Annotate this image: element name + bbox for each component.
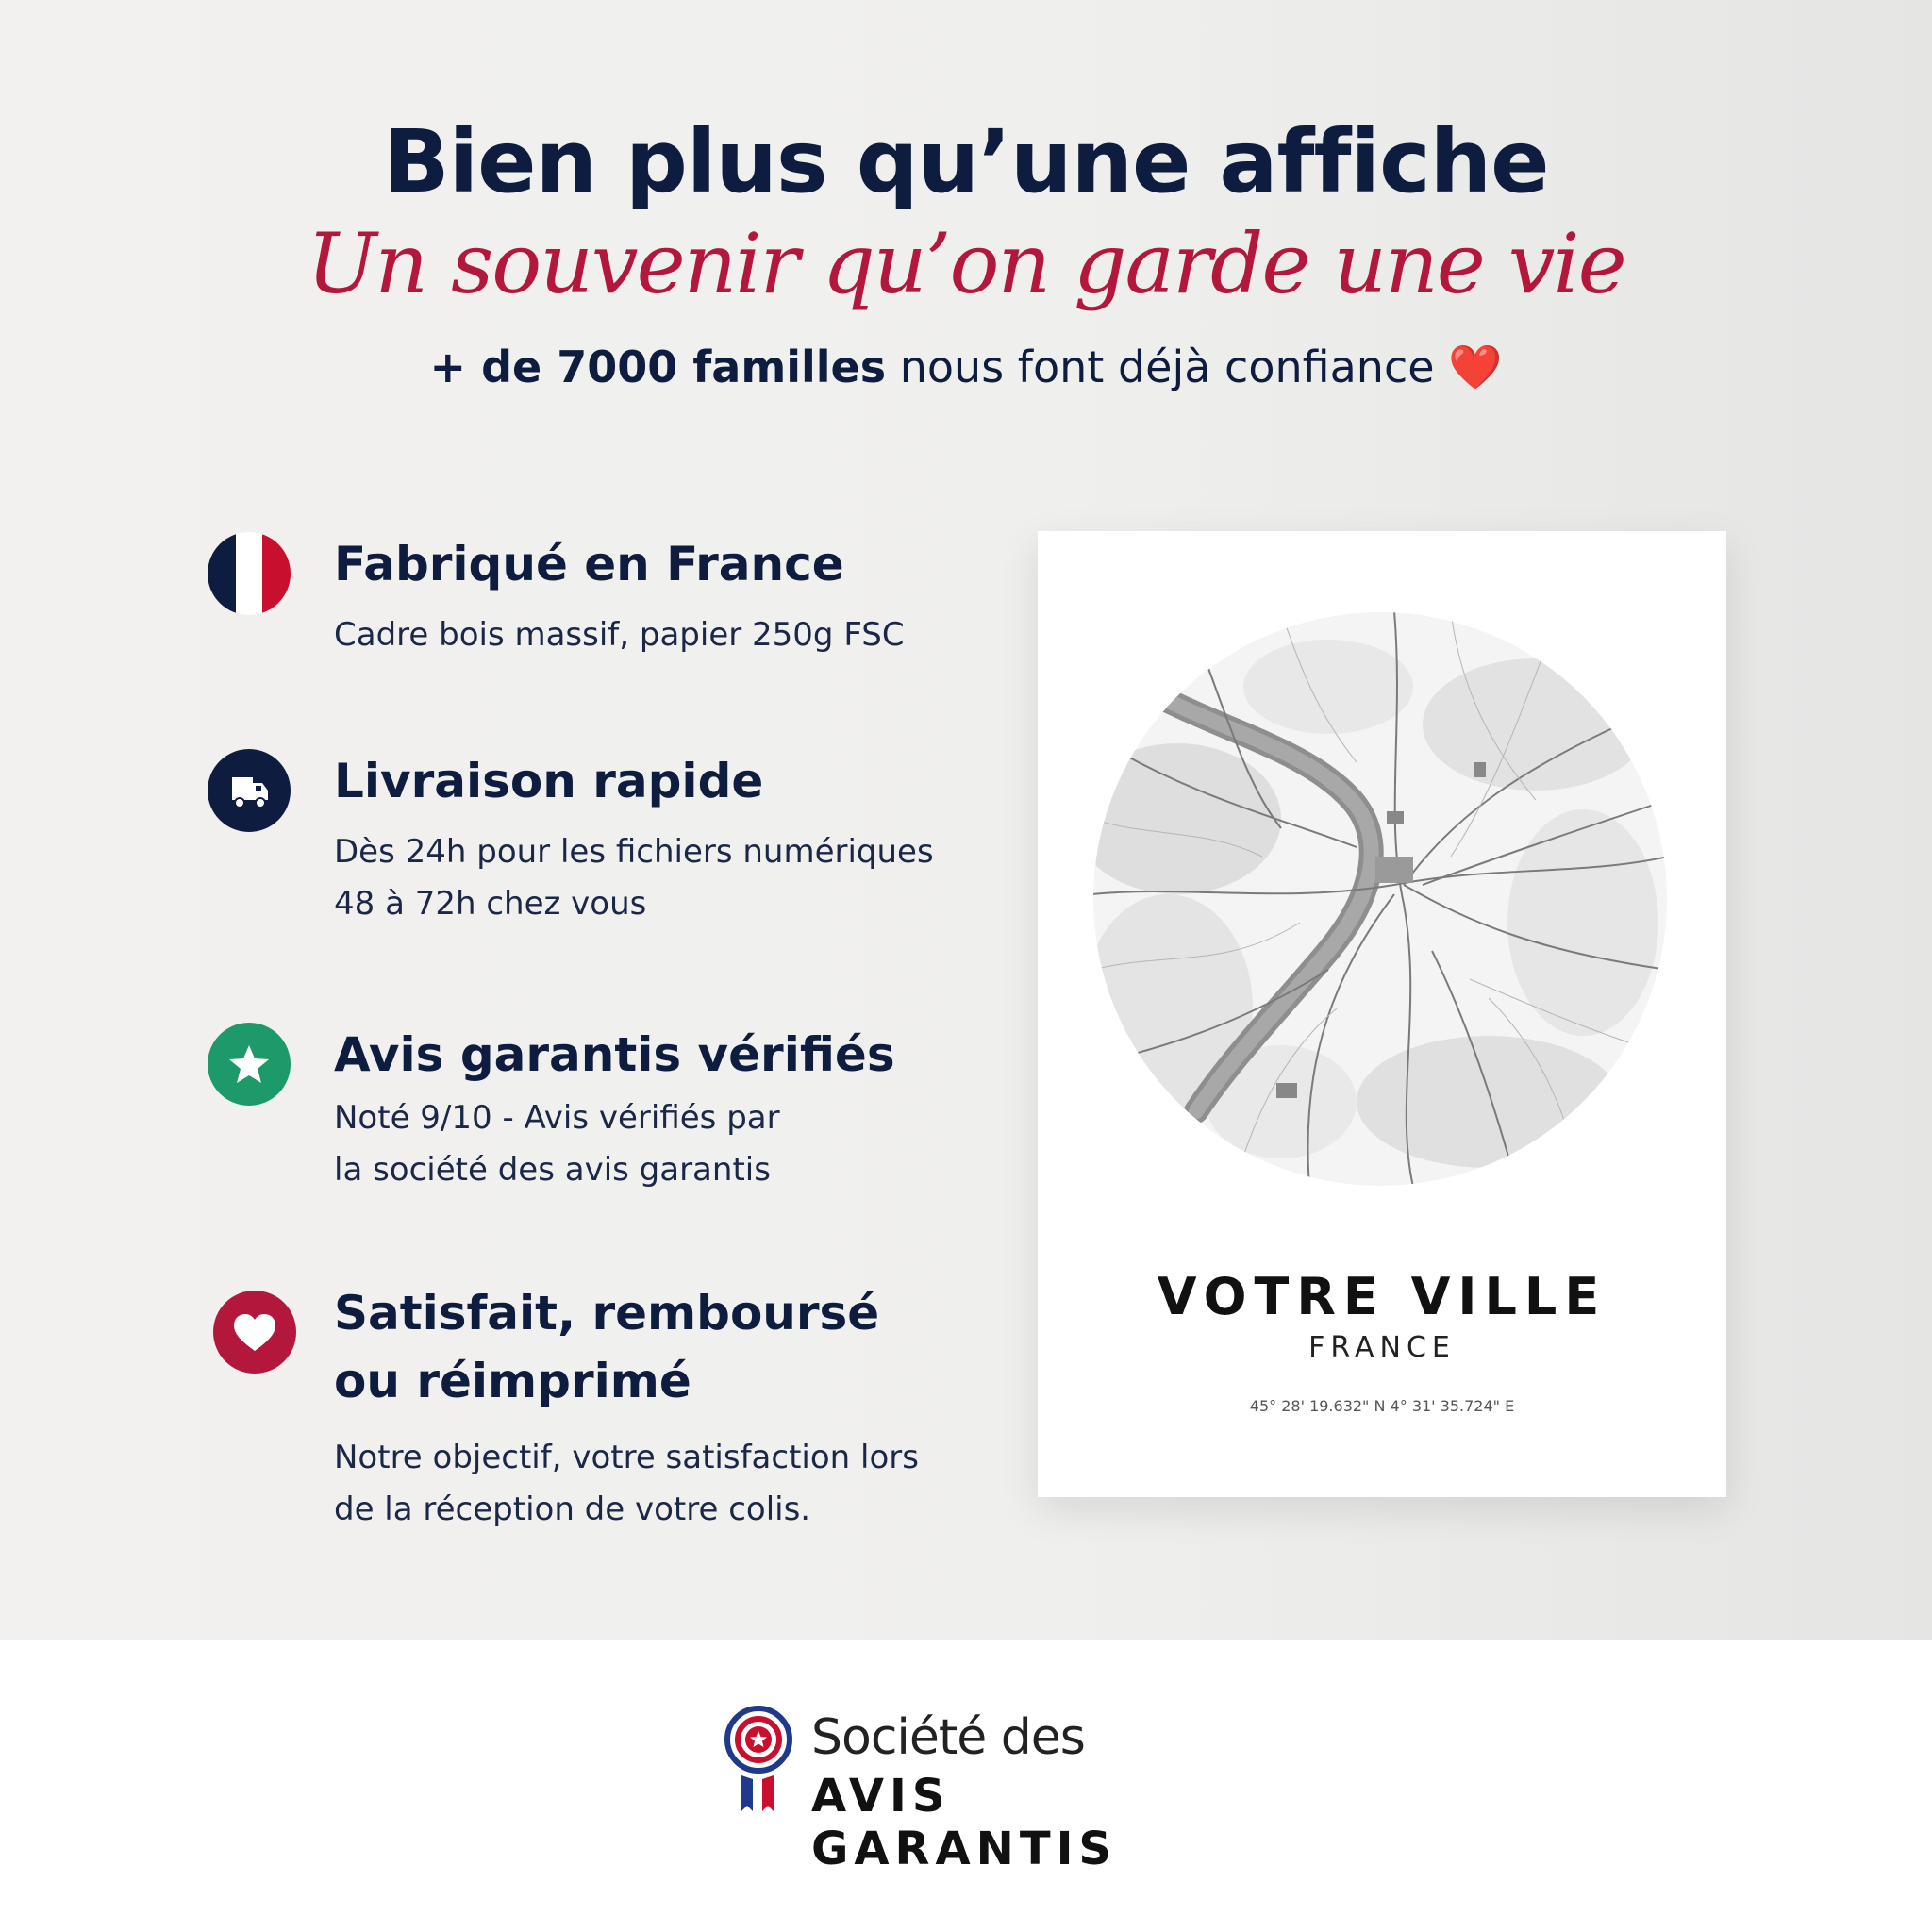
poster-country: FRANCE (1308, 1331, 1456, 1364)
avis-garantis-logo (724, 1706, 1215, 1875)
delivery-truck-icon (208, 749, 291, 832)
poster-coordinates: 45° 28' 19.632" N 4° 31' 35.724" E (1249, 1397, 1515, 1415)
feature-desc: Cadre bois massif, papier 250g FSC (334, 616, 905, 654)
feature-title: Satisfait, remboursé (334, 1286, 880, 1341)
star-icon (208, 1023, 291, 1106)
feature-desc: Dès 24h pour les fichiers numériques (334, 833, 934, 871)
feature-desc: Notre objectif, votre satisfaction lors (334, 1439, 919, 1476)
feature-desc: la société des avis garantis (334, 1151, 771, 1189)
feature-desc: 48 à 72h chez vous (334, 885, 647, 923)
map-poster (1038, 531, 1726, 1497)
page-title: Bien plus qu’une affiche (383, 111, 1549, 212)
feature-title: Livraison rapide (334, 754, 764, 808)
trust-line (0, 341, 1932, 393)
poster-city: VOTRE VILLE (1157, 1267, 1607, 1326)
avis-garantis-seal-icon (724, 1706, 800, 1828)
feature-title: Avis garantis vérifiés (334, 1027, 895, 1082)
logo-text-avis-garantis: AVIS GARANTIS (811, 1770, 1117, 1875)
trust-text: nous font déjà confiance (886, 341, 1449, 392)
feature-desc: Noté 9/10 - Avis vérifiés par (334, 1099, 780, 1137)
feature-title: Fabriqué en France (334, 537, 844, 591)
heart-emoji-icon: ❤️ (1448, 341, 1503, 392)
page-subtitle: Un souvenir qu’on garde une vie (307, 215, 1625, 312)
city-map-circle (1092, 611, 1668, 1187)
trust-count: + de 7000 familles (429, 341, 887, 392)
feature-title: ou réimprimé (334, 1354, 691, 1408)
france-flag-icon (208, 532, 291, 615)
logo-text-societe: Société des (811, 1709, 1085, 1766)
heart-icon (213, 1291, 296, 1374)
feature-desc: de la réception de votre colis. (334, 1491, 811, 1528)
